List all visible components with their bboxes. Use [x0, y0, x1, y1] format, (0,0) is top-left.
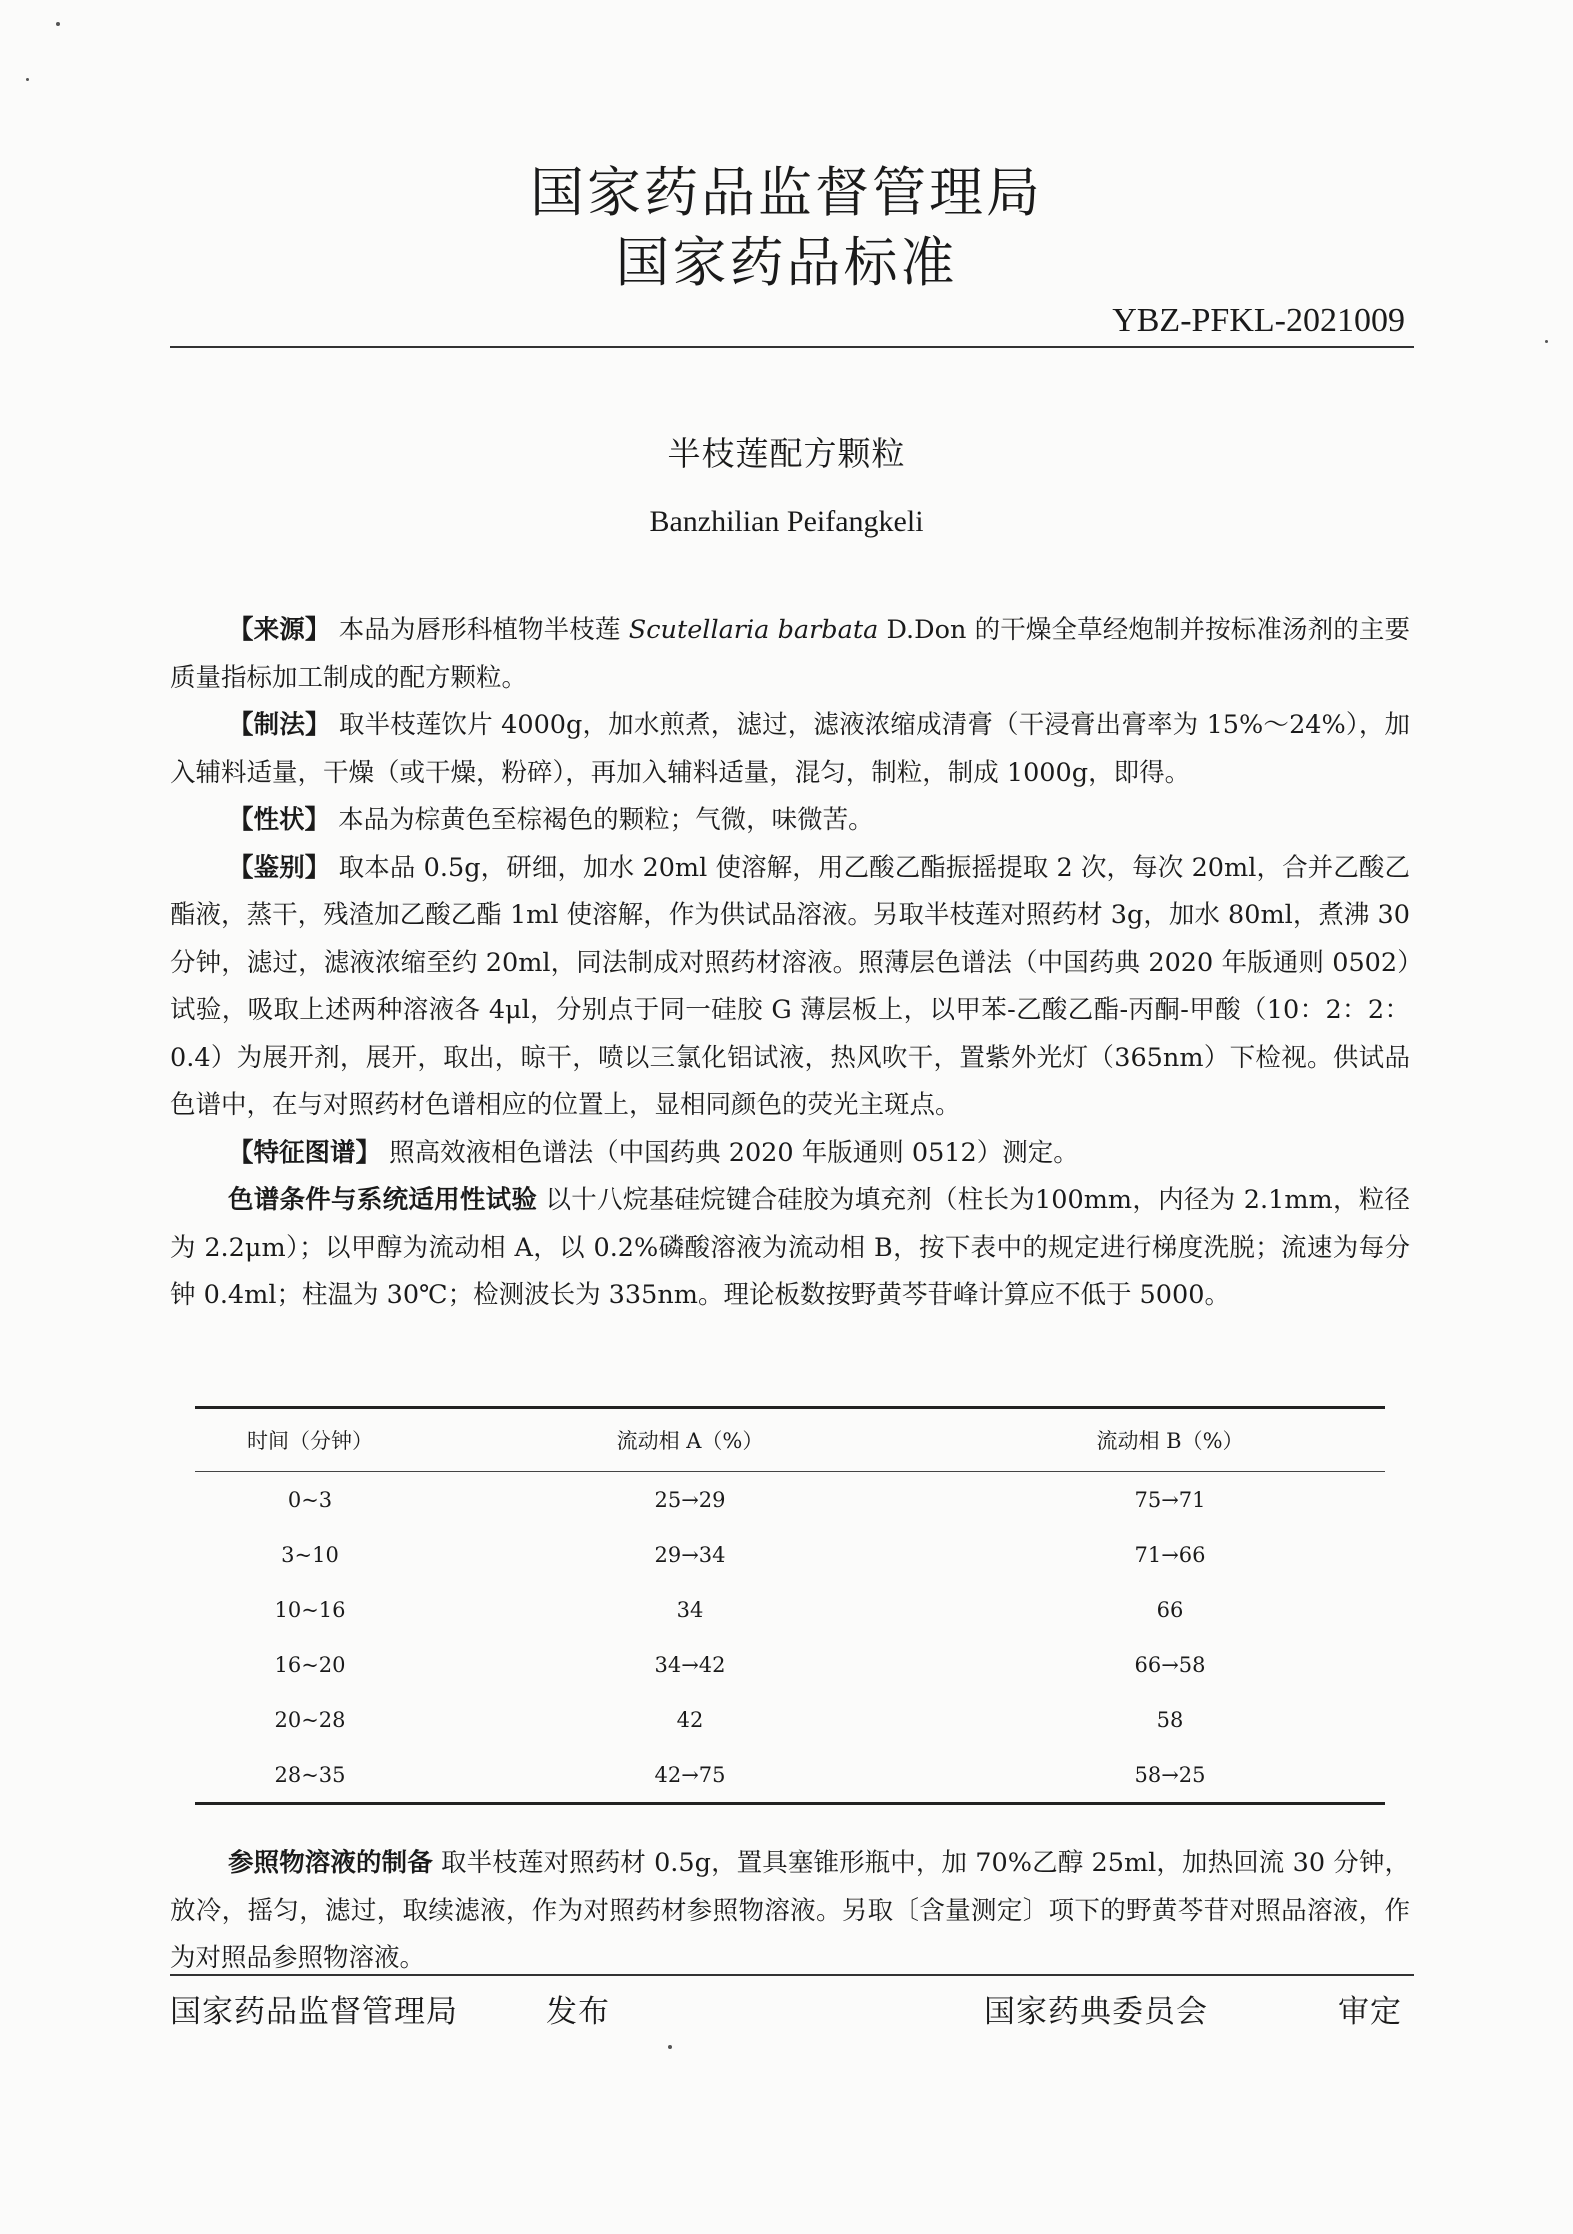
table-cell: 34→42 [654, 1652, 726, 1677]
latin-name: Scutellaria barbata [628, 615, 879, 645]
drug-name-pinyin: Banzhilian Peifangkeli [649, 505, 924, 538]
section-label: 参照物溶液的制备 [228, 1848, 433, 1878]
table-cell: 20~28 [274, 1707, 346, 1732]
table-cell: 42 [676, 1707, 704, 1732]
reference-solution-text: 取半枝莲对照药材 0.5g，置具塞锥形瓶中，加 70%乙醇 25ml，加热回流 30 分钟，放冷，摇匀，滤过，取续滤液，作为对照药材参照物溶液。另取〔含量测定〕项下的野黄芩苷对照品溶液，作为对照品参照物溶液。 [170, 1848, 1410, 1973]
section-label: 【制法】 [228, 710, 331, 740]
footer-reviewer: 国家药典委员会 [984, 1994, 1208, 2030]
standard-title: 国家药品标准 [615, 231, 958, 294]
table-header-row [195, 1409, 1385, 1472]
table-header-cell: 流动相 A（%） [616, 1429, 764, 1453]
table-cell: 0~3 [287, 1487, 333, 1512]
drug-name-cn: 半枝莲配方颗粒 [667, 434, 906, 473]
table-row [195, 1527, 1385, 1582]
section-character [170, 797, 1410, 845]
section-label: 【鉴别】 [228, 852, 331, 883]
footer-publisher: 国家药品监督管理局 [170, 1994, 458, 2030]
section-fingerprint [170, 1130, 1410, 1178]
table-row [195, 1582, 1385, 1637]
table-cell: 75→71 [1134, 1487, 1206, 1512]
table-cell: 58 [1156, 1707, 1184, 1732]
table-cell: 66 [1156, 1597, 1184, 1622]
table-cell: 29→34 [654, 1542, 726, 1567]
gradient-table [195, 1406, 1385, 1805]
section-label: 【特征图谱】 [228, 1137, 382, 1168]
table-row [195, 1692, 1385, 1747]
table-cell: 28~35 [274, 1762, 346, 1787]
scan-speck [26, 78, 29, 81]
section-chromatography [170, 1177, 1410, 1320]
table-cell: 42→75 [654, 1762, 726, 1787]
section-reference-solution [170, 1840, 1410, 1983]
footer-divider [170, 1974, 1414, 1976]
standard-code: YBZ-PFKL-2021009 [1112, 302, 1405, 339]
table-cell: 34 [676, 1597, 704, 1622]
table-cell: 10~16 [274, 1597, 346, 1622]
footer-review-verb: 审定 [1338, 1994, 1402, 2030]
scan-speck [1545, 340, 1548, 343]
section-label: 【来源】 [228, 615, 331, 645]
table-cell: 58→25 [1134, 1762, 1206, 1787]
table-header-cell: 时间（分钟） [247, 1429, 373, 1453]
section-source [170, 607, 1410, 702]
body-upper [170, 607, 1410, 1320]
identification-text: 取本品 0.5g，研细，加水 20ml 使溶解，用乙酸乙酯振摇提取 2 次，每次 20ml，合并乙酸乙酯液，蒸干，残渣加乙酸乙酯 1ml 使溶解，作为供试品溶液。另取半枝莲对照药材 3g，加水 80ml，煮沸 30 分钟，滤过，滤液浓缩至约 20ml，同法制成对照药材溶液。照薄层色谱法（中国药典 2020 年版通则 0502）试验，吸取上述两种溶液各 4μl，分别点于同一硅胶 G 薄层板上，以甲苯-乙酸乙酯-丙酮-甲酸（10：2：2：0.4）为展开剂，展开，取出，晾干，喷以三氯化铝试液，热风吹干，置紫外光灯（365nm）下检视。供试品色谱中，在与对照药材色谱相应的位置上，显相同颜色的荧光主斑点。 [170, 852, 1410, 1120]
table-cell: 25→29 [654, 1487, 726, 1512]
table-cell: 71→66 [1134, 1542, 1206, 1567]
section-label: 【性状】 [228, 805, 331, 835]
agency-title: 国家药品监督管理局 [530, 161, 1043, 224]
fingerprint-text: 照高效液相色谱法（中国药典 2020 年版通则 0512）测定。 [389, 1137, 1079, 1168]
table-cell: 16~20 [274, 1652, 346, 1677]
source-text-cont: D.Don 的干燥全草经炮制并按标准汤剂的主要质量指标加工制成的配方颗粒。 [170, 615, 1411, 693]
scan-speck [56, 22, 60, 26]
scan-speck [668, 2045, 672, 2049]
chromatography-text: 以十八烷基硅烷键合硅胶为填充剂（柱长为100mm，内径为 2.1mm，粒径为 2.2μm）；以甲醇为流动相 A，以 0.2%磷酸溶液为流动相 B，按下表中的规定进行梯度洗脱；流速为每分钟 0.4ml；柱温为 30℃；检测波长为 335nm。理论板数按野黄芩苷峰计算应不低于 5000。 [170, 1185, 1410, 1310]
table-row [195, 1637, 1385, 1692]
section-label: 色谱条件与系统适用性试验 [228, 1185, 538, 1215]
table-cell: 66→58 [1134, 1652, 1206, 1677]
section-preparation [170, 702, 1410, 797]
character-text: 本品为棕黄色至棕褐色的颗粒；气微，味微苦。 [338, 805, 874, 835]
section-identification [170, 845, 1410, 1130]
table-header-cell: 流动相 B（%） [1096, 1429, 1244, 1453]
body-lower [170, 1840, 1410, 1983]
source-text: 本品为唇形科植物半枝莲 [338, 615, 621, 645]
footer-publish-verb: 发布 [546, 1994, 610, 2030]
table-bottom-rule [195, 1802, 1385, 1805]
preparation-text: 取半枝莲饮片 4000g，加水煎煮，滤过，滤液浓缩成清膏（干浸膏出膏率为 15%～24%），加入辅料适量，干燥（或干燥，粉碎），再加入辅料适量，混匀，制粒，制成 1000g，即得。 [170, 710, 1410, 788]
table-row [195, 1472, 1385, 1527]
header-divider [170, 346, 1414, 348]
table-cell: 3~10 [281, 1542, 339, 1567]
table-row [195, 1747, 1385, 1802]
